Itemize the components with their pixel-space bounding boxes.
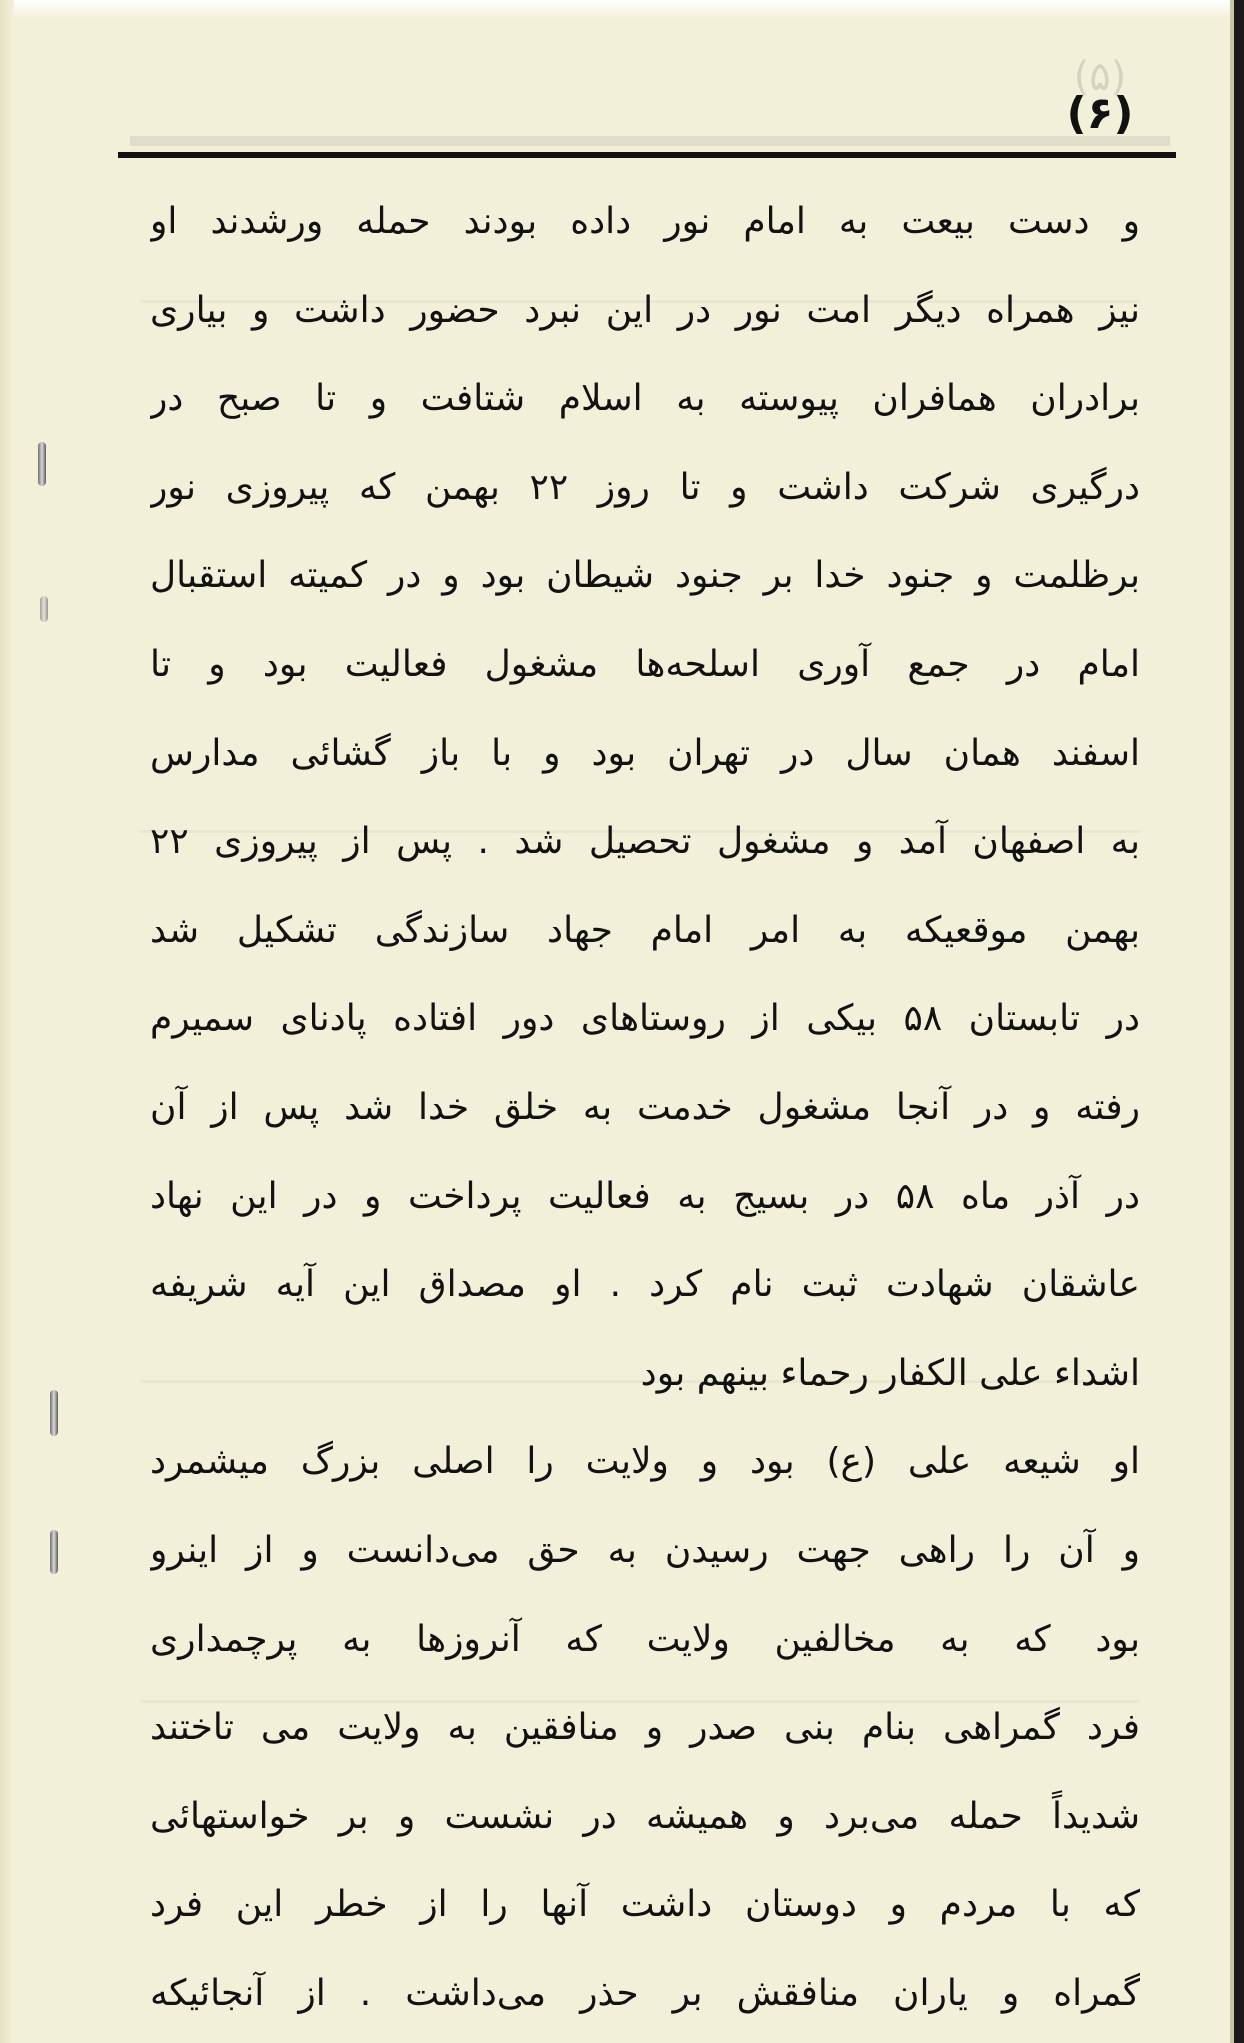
text-line: اشداء علی الکفار رحماء بینهم بود: [640, 1352, 1140, 1394]
text-line: و دست بیعت به امام نور داده بودند حمله ورشدند او: [150, 201, 1140, 242]
text-line: رفته و در آنجا مشغول خدمت به خلق خدا شد پس از آن: [150, 1086, 1140, 1128]
scan-right-edge: [1234, 0, 1244, 2043]
binding-staple: [40, 596, 48, 622]
text-line: اسفند همان سال در تهران بود و با باز گشائی مدارس: [150, 732, 1140, 774]
binding-staple: [50, 1390, 58, 1436]
page-number: (۶): [1066, 88, 1134, 139]
text-line: بهمن موقعیکه به امر امام جهاد سازندگی تشکیل شد: [150, 909, 1140, 951]
header-rule-shadow: [130, 136, 1170, 146]
text-line: برادران همافران پیوسته به اسلام شتافت و تا صبح در: [150, 378, 1140, 420]
text-line: امام در جمع آوری اسلحه‌ها مشغول فعالیت بود و تا: [150, 643, 1140, 685]
text-line: در آذر ماه ۵۸ در بسیج به فعالیت پرداخت و در این نهاد: [150, 1175, 1140, 1217]
text-line: برظلمت و جنود خدا بر جنود شیطان بود و در کمیته استقبال: [150, 555, 1140, 597]
binding-staple: [50, 1530, 58, 1574]
scan-top-margin: [0, 0, 1244, 18]
text-line: به اصفهان آمد و مشغول تحصیل شد . پس از پیروزی ۲۲: [150, 821, 1140, 863]
text-line: گمراه و یاران منافقش بر حذر می‌داشت . از آنجائیکه: [150, 1972, 1140, 2014]
text-line: در تابستان ۵۸ بیکی از روستاهای دور افتاده پادنای سمیرم: [150, 998, 1140, 1040]
text-line: که با مردم و دوستان داشت آنها را از خطر این فرد: [150, 1884, 1140, 1926]
binding-staple: [38, 442, 46, 486]
text-line: نیز همراه دیگر امت نور در این نبرد حضور داشت و بیاری: [150, 289, 1140, 331]
text-line: درگیری شرکت داشت و تا روز ۲۲ بهمن که پیروزی نور: [150, 466, 1140, 508]
header-rule: [118, 152, 1176, 158]
text-line: او شیعه علی (ع) بود و ولایت را اصلی بزرگ میشمرد: [150, 1441, 1140, 1483]
text-line: و آن را راهی جهت رسیدن به حق می‌دانست و از اینرو: [150, 1529, 1140, 1571]
text-line: عاشقان شهادت ثبت نام کرد . او مصداق این آیه شریفه: [150, 1264, 1140, 1306]
body-text: [150, 178, 1140, 2038]
ghost-page-number: (۵): [1073, 54, 1127, 100]
scan-left-edge: [0, 0, 14, 2043]
text-line: فرد گمراهی بنام بنی صدر و منافقین به ولایت می تاختند: [150, 1707, 1140, 1749]
text-line: بود که به مخالفین ولایت که آنروزها به پرچمداری: [150, 1618, 1140, 1660]
text-line: شدیداً حمله می‌برد و همیشه در نشست و بر خواستهائی: [150, 1795, 1140, 1837]
